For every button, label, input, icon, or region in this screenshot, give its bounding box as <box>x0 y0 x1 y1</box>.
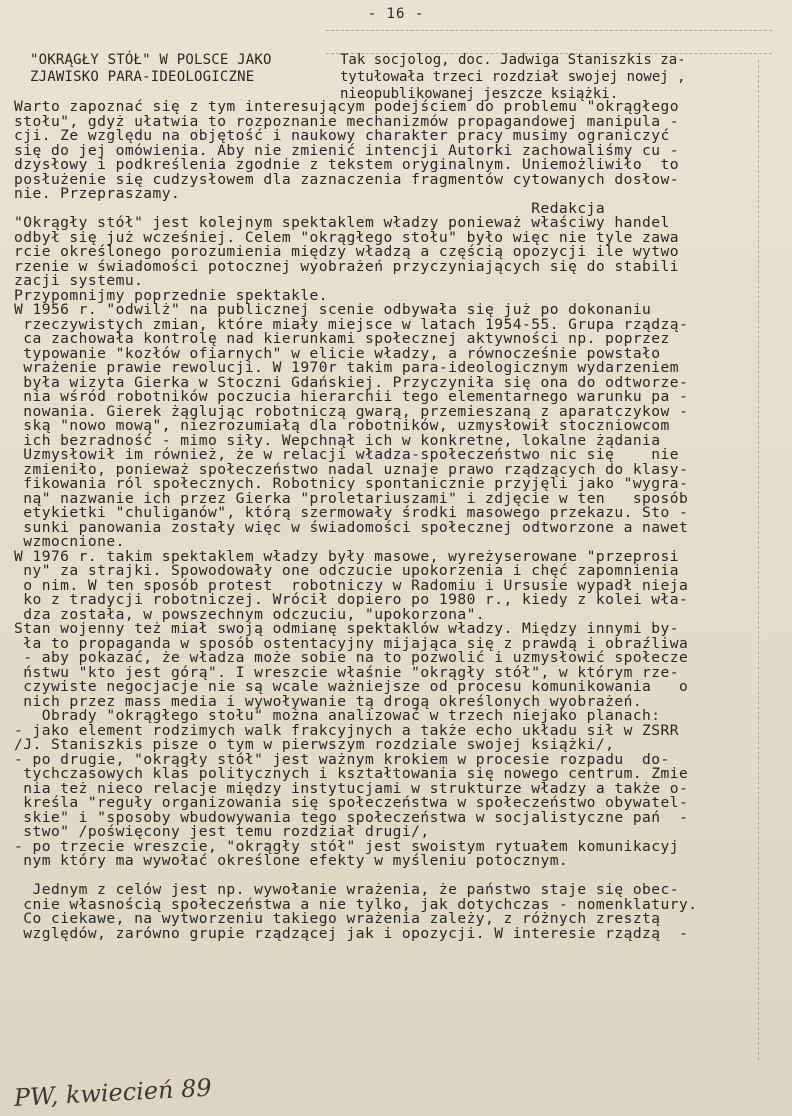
text-line: wrażenie prawie rewolucji. W 1970r takim para-ideologicznym wydarzeniem <box>14 359 680 376</box>
text-line: odbył się już wcześniej. Celem "okrągłego stołu" było więc nie tyle zawa <box>14 228 680 246</box>
text-line: ny" za strajki. Spowodowały one odczucie upokorzenia i chęć zapomnienia <box>14 562 680 579</box>
intro-line: Tak socjolog, doc. Jadwiga Staniszkis za- <box>340 52 686 68</box>
article-title <box>30 52 320 86</box>
title-line: "OKRĄGŁY STÓŁ" W POLSCE JAKO <box>30 52 272 68</box>
text-line: posłużenie się cudzysłowem dla zaznaczenia fragmentów cytowanych dosłow- <box>14 170 680 188</box>
text-line: "Okrągły stół" jest kolejnym spektaklem władzy ponieważ właściwy handel <box>14 214 670 231</box>
text-line: cnie własnością społeczeństwa a nie tylko, jak dotychczas - nomenklatury. <box>14 895 698 913</box>
text-line: ko z tradycji robotniczej. Wrócił dopiero po 1980 r., kiedy z kolei wła- <box>14 591 689 608</box>
text-line: wzmocnione. <box>14 533 125 550</box>
text-line: nie. Przepraszamy. <box>14 185 181 202</box>
text-line: względów, zarówno grupie rządzącej jak i opozycji. W interesie rządzą - <box>14 924 689 942</box>
text-line: fikowania ról społecznych. Robotnicy spontanicznie przyjęli jako "wygra- <box>14 475 689 492</box>
intro-text <box>340 52 760 103</box>
text-line: - jako element rodzimych walk frakcyjnych a także echo układu sił w ZSRR <box>14 721 680 739</box>
text-line: zmieniło, ponieważ społeczeństwo nadal uznaje prawo rządzących do klasy- <box>14 460 689 478</box>
text-line: /J. Staniszkis pisze o tym w pierwszym rozdziale swojej książki/, <box>14 736 615 753</box>
text-line: Co ciekawe, na wytworzeniu takiego wrażenia zależy, z różnych zresztą <box>14 910 661 927</box>
text-line: dza została, w powszechnym odczuciu, "upokorzona". <box>14 605 486 623</box>
text-line: ich bezradność - mimo siły. Wepchnął ich w konkretne, lokalne żądania <box>14 431 661 449</box>
text-line: Uzmysłowił im również, że w relacji władza-społeczeństwo nic się nie <box>14 446 680 463</box>
article-body <box>14 100 764 941</box>
text-line: W 1976 r. takim spektaklem władzy były masowe, wyreżyserowane "przeprosi <box>14 547 680 565</box>
text-line: stwo" /poświęcony jest temu rozdział drugi/, <box>14 823 430 840</box>
text-line: Jednym z celów jest np. wywołanie wrażenia, że państwo staje się obec- <box>14 881 680 898</box>
text-line: o nim. W ten sposób protest robotniczy w Radomiu i Ursusie wypadł nieja <box>14 576 689 594</box>
text-line: nym który ma wywołać określone efekty w myśleniu potocznym. <box>14 852 569 869</box>
text-line: nich przez mass media i wywoływanie tą drogą określonych wyobrażeń. <box>14 692 643 710</box>
handwritten-signature: PW, kwiecień 89 <box>13 1073 213 1112</box>
header-rule <box>326 30 772 54</box>
text-line: dzysłowy i podkreślenia zgodnie z tekstem oryginalnym. Uniemożliwiło to <box>14 156 680 173</box>
text-line: stołu", gdyż ułatwia to rozpoznanie mechanizmów propagandowej manipula - <box>14 112 680 130</box>
text-line: była wizyta Gierka w Stoczni Gdańskiej. Przyczyniła się ona do odtworze- <box>14 373 689 391</box>
text-line: - po trzecie wreszcie, "okrągły stół" jest swoistym rytuałem komunikacyj <box>14 837 680 855</box>
text-line: - aby pokazać, że władza może sobie na to pozwolić i uzmysłowić społecze <box>14 649 689 666</box>
text-line: nowania. Gierek żąglując robotniczą gwarą, przemieszaną z aparatczykow - <box>14 402 689 420</box>
text-line: cji. Ze względu na objętość i naukowy charakter pracy musimy ograniczyć <box>14 127 670 144</box>
text-line: etykietki "chuliganów", którą szermowały środki masowego przekazu. Sto - <box>14 504 689 521</box>
text-line: ła to propaganda w sposób ostentacyjny mijająca się z prawdą i obraźliwa <box>14 634 689 652</box>
text-line: ństwu "kto jest górą". I wreszcie właśnie "okrągły stół", w którym rze- <box>14 663 680 681</box>
text-line: typowanie "kozłów ofiarnych" w elicie władzy, a równocześnie powstało <box>14 344 661 362</box>
text-line: nia wśród robotników poczucia hierarchii tego elementarnego warunku pa - <box>14 388 689 405</box>
page-number: - 16 - <box>367 6 425 22</box>
text-line: zacji systemu. <box>14 272 144 289</box>
text-line: rcie określonego porozumienia między władzą a częścią opozycji ile wytwo <box>14 243 680 260</box>
text-line: rzeczywistych zmian, które miały miejsce w latach 1954-55. Grupa rządzą- <box>14 315 689 333</box>
intro-line: nieopublikowanej jeszcze książki. <box>340 86 619 102</box>
text-line: nia też nieco relacje między instytucjami w strukturze władzy a także o- <box>14 779 689 797</box>
intro-line: tytułowała trzeci rozdział swojej nowej , <box>340 69 686 85</box>
text-line: skie" i "sposoby wbudowywania tego społeczeństwa w socjalistyczne pań - <box>14 808 689 826</box>
text-line: Redakcja <box>14 199 606 217</box>
title-line: ZJAWISKO PARA-IDEOLOGICZNE <box>30 69 255 85</box>
text-line: ską "nowo mową", niezrozumiałą dla robotników, uzmysłowił stoczniowcom <box>14 417 670 434</box>
text-line: tychczasowych klas politycznych i kształtowania się nowego centrum. Zmie <box>14 765 689 782</box>
text-line: Stan wojenny też miał swoją odmianę spektaklów władzy. Między innymi by- <box>14 620 680 637</box>
text-line: ną" nazwanie ich przez Gierka "proletariuszami" i zdjęcie w ten sposób <box>14 489 689 507</box>
text-line: rzenie w świadomości potocznej wyobrażeń przyczyniających się do stabili <box>14 257 680 275</box>
text-line: W 1956 r. "odwilż" na publicznej scenie odbywała się już po dokonaniu <box>14 301 652 318</box>
text-line: sunki panowania zostały więc w świadomości społecznej odtworzone a nawet <box>14 518 689 536</box>
text-line: czywiste negocjacje nie są wcale ważniejsze od procesu komunikowania o <box>14 678 689 695</box>
text-line: Obrady "okrągłego stołu" można analizować w trzech niejako planach: <box>14 707 661 724</box>
text-line: - po drugie, "okrągły stół" jest ważnym krokiem w procesie rozpadu do- <box>14 750 670 768</box>
text-line: kreśla "reguły organizowania się społeczeństwa w społeczeństwo obywatel- <box>14 794 689 811</box>
text-line: się do jej omówienia. Aby nie zmienić intencji Autorki zachowaliśmy cu - <box>14 141 680 159</box>
text-line: Warto zapoznać się z tym interesującym podejściem do problemu "okrągłego <box>14 98 680 115</box>
text-line: Przypomnijmy poprzednie spektakle. <box>14 286 329 304</box>
text-line: ca zachowała kontrolę nad kierunkami społecznej aktywności np. poprzez <box>14 330 670 347</box>
